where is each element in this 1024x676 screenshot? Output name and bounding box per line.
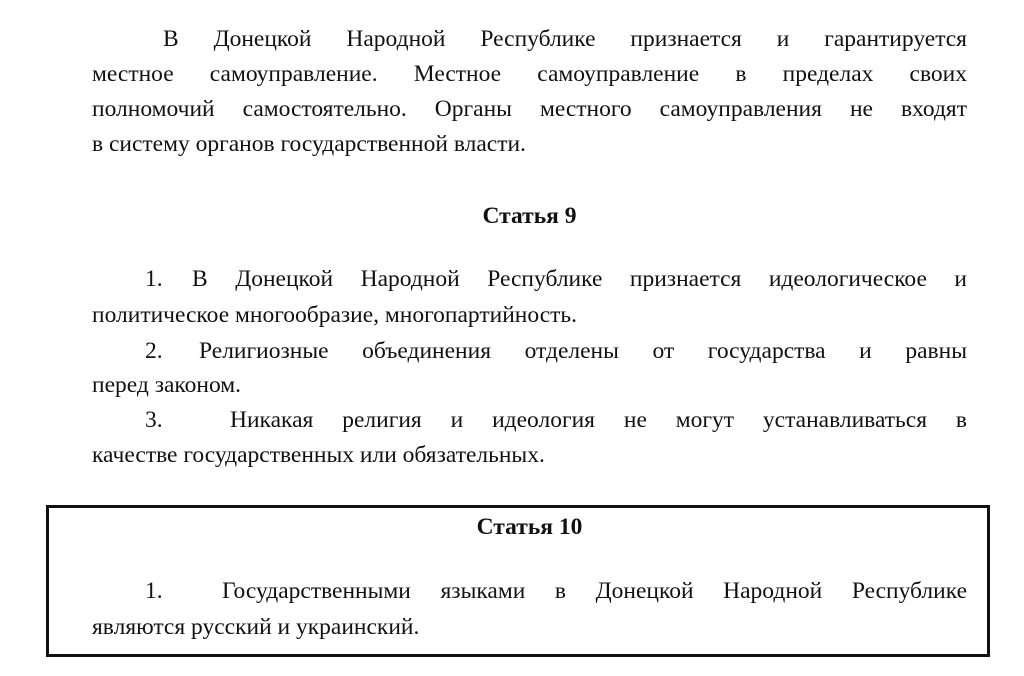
article-9-item-2-continuation: перед законом. <box>92 372 242 398</box>
item-text: Государственными языками в Донецкой Народной Республике <box>222 578 967 604</box>
article-9-item-3 <box>0 403 1024 437</box>
article-9-item-3-continuation: качестве государственных или обязательных. <box>92 442 545 468</box>
article-9-heading: Статья 9 <box>482 203 577 229</box>
item-number: 1. <box>145 266 163 292</box>
article-10-item-1-continuation: являются русский и украинский. <box>92 614 420 640</box>
item-number: 3. <box>145 407 163 433</box>
item-text: Религиозные объединения отделены от государства и равны <box>199 338 967 364</box>
article-10-heading: Статья 10 <box>476 514 583 540</box>
item-text: В Донецкой Народной Республике признается идеологическое и <box>192 266 967 292</box>
article-9-item-1-continuation: политическое многообразие, многопартийность. <box>92 302 577 328</box>
intro-paragraph-line: полномочий самостоятельно. Органы местного самоуправления не входят <box>92 96 967 122</box>
intro-paragraph-line: в систему органов государственной власти. <box>92 131 526 157</box>
item-number: 2. <box>145 338 163 364</box>
article-9-item-2 <box>0 334 1024 368</box>
item-number: 1. <box>145 578 163 604</box>
article-9-item-1 <box>0 262 1024 296</box>
article-10-item-1 <box>0 574 1024 608</box>
intro-paragraph-line: В Донецкой Народной Республике признается и гарантируется <box>163 26 967 52</box>
item-text: Никакая религия и идеология не могут устанавливаться в <box>230 407 967 433</box>
intro-paragraph-line: местное самоуправление. Местное самоуправление в пределах своих <box>92 61 967 87</box>
